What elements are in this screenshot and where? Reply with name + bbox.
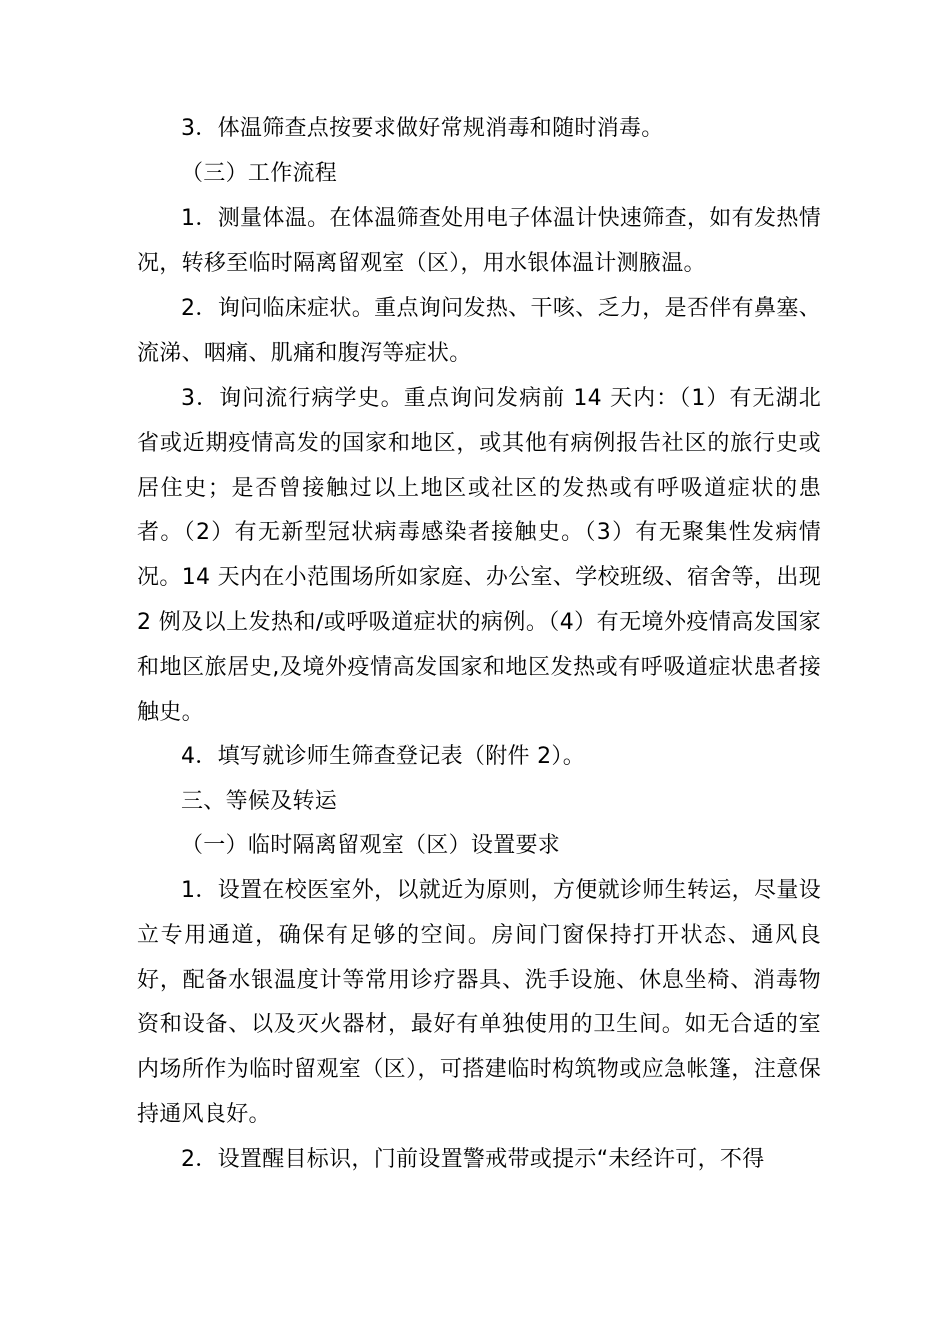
- paragraph-measure-temperature: 1．测量体温。在体温筛查处用电子体温计快速筛查，如有发热情况，转移至临时隔离留观室（区），用水银体温计测腋温。: [137, 206, 821, 276]
- section-heading-waiting-transfer: 三、等候及转运: [181, 789, 338, 814]
- paragraph-clinical-symptoms: 2．询问临床症状。重点询问发热、干咳、乏力，是否伴有鼻塞、流涕、咽痛、肌痛和腹泻等症状。: [137, 296, 821, 366]
- paragraph-disinfection: 3．体温筛查点按要求做好常规消毒和随时消毒。: [181, 116, 664, 141]
- section-heading-isolation-room-requirements: （一）临时隔离留观室（区）设置要求: [181, 833, 561, 858]
- paragraph-registration-form: 4．填写就诊师生筛查登记表（附件 2）。: [181, 744, 585, 769]
- section-heading-workflow: （三）工作流程: [181, 161, 338, 186]
- paragraph-epidemiological-history: 3．询问流行病学史。重点询问发病前 14 天内：（1）有无湖北省或近期疫情高发的国家和地区，或其他有病例报告社区的旅行史或居住史；是否曾接触过以上地区或社区的发热或有呼吸道症状的患者。（2）有无新型冠状病毒感染者接触史。（3）有无聚集性发病情况。14 天内在小范围场所如家庭、办公室、学校班级、宿舍等，出现 2 例及以上发热和/或呼吸道症状的病例。（4）有无境外疫情高发国家和地区旅居史,及境外疫情高发国家和地区发热或有呼吸道症状患者接触史。: [137, 386, 821, 725]
- paragraph-isolation-room-setup: 1．设置在校医室外，以就近为原则，方便就诊师生转运，尽量设立专用通道，确保有足够的空间。房间门窗保持打开状态、通风良好，配备水银温度计等常用诊疗器具、洗手设施、休息坐椅、消毒物资和设备、以及灭火器材，最好有单独使用的卫生间。如无合适的室内场所作为临时留观室（区），可搭建临时构筑物或应急帐篷，注意保持通风良好。: [137, 878, 821, 1127]
- paragraph-signage: 2．设置醒目标识，门前设置警戒带或提示“未经许可，不得: [181, 1147, 765, 1172]
